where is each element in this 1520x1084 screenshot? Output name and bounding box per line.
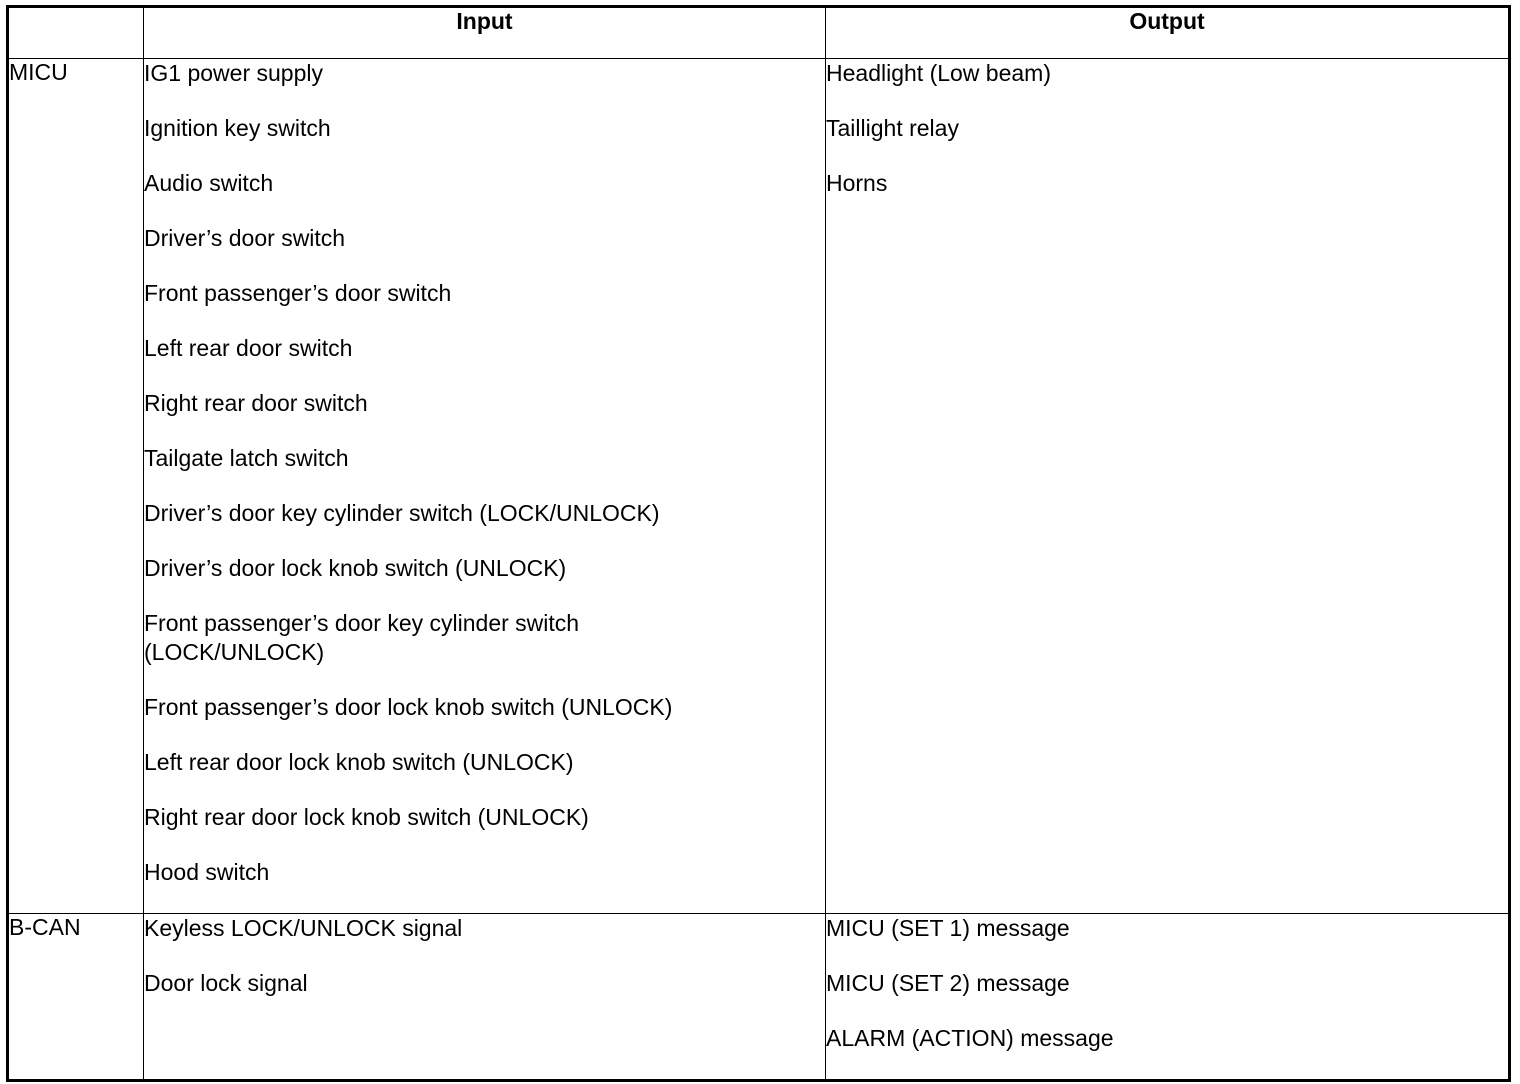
output-item: Headlight (Low beam) xyxy=(826,60,1052,86)
input-item: Driver’s door lock knob switch (UNLOCK) xyxy=(144,555,567,581)
output-item: Taillight relay xyxy=(826,115,959,141)
bcan-input-list xyxy=(144,914,825,998)
bcan-output-list xyxy=(826,914,1508,1053)
output-item: MICU (SET 2) message xyxy=(826,970,1070,996)
unit-label-bcan: B-CAN xyxy=(8,914,144,1081)
table-row-bcan xyxy=(8,914,1510,1081)
input-item: Tailgate latch switch xyxy=(144,445,349,471)
header-row xyxy=(8,7,1510,59)
micu-inputs-cell xyxy=(144,59,826,914)
input-item: Keyless LOCK/UNLOCK signal xyxy=(144,915,463,941)
input-item: Right rear door lock knob switch (UNLOCK) xyxy=(144,804,589,830)
input-item: Audio switch xyxy=(144,170,274,196)
micu-outputs-cell xyxy=(826,59,1510,914)
input-item: Right rear door switch xyxy=(144,390,368,416)
input-item: Door lock signal xyxy=(144,970,308,996)
output-header: Output xyxy=(826,7,1510,59)
input-item: Driver’s door key cylinder switch (LOCK/UNLOCK) xyxy=(144,500,660,526)
input-header: Input xyxy=(144,7,826,59)
output-item: Horns xyxy=(826,170,888,196)
input-item: Front passenger’s door switch xyxy=(144,280,452,306)
bcan-outputs-cell xyxy=(826,914,1510,1081)
input-item: Hood switch xyxy=(144,859,270,885)
input-item: Front passenger’s door lock knob switch (UNLOCK) xyxy=(144,694,673,720)
output-item: MICU (SET 1) message xyxy=(826,915,1070,941)
micu-output-list xyxy=(826,59,1508,198)
input-item: Ignition key switch xyxy=(144,115,331,141)
input-item: Front passenger’s door key cylinder switch (LOCK/UNLOCK) xyxy=(144,610,580,665)
input-item: Driver’s door switch xyxy=(144,225,346,251)
micu-input-list xyxy=(144,59,825,887)
input-item: Left rear door switch xyxy=(144,335,353,361)
input-item: Left rear door lock knob switch (UNLOCK) xyxy=(144,749,574,775)
unit-label-micu: MICU xyxy=(8,59,144,914)
input-item: IG1 power supply xyxy=(144,60,323,86)
bcan-inputs-cell xyxy=(144,914,826,1081)
unit-header xyxy=(8,7,144,59)
table-row-micu xyxy=(8,59,1510,914)
output-item: ALARM (ACTION) message xyxy=(826,1025,1114,1051)
io-table xyxy=(6,5,1511,1082)
